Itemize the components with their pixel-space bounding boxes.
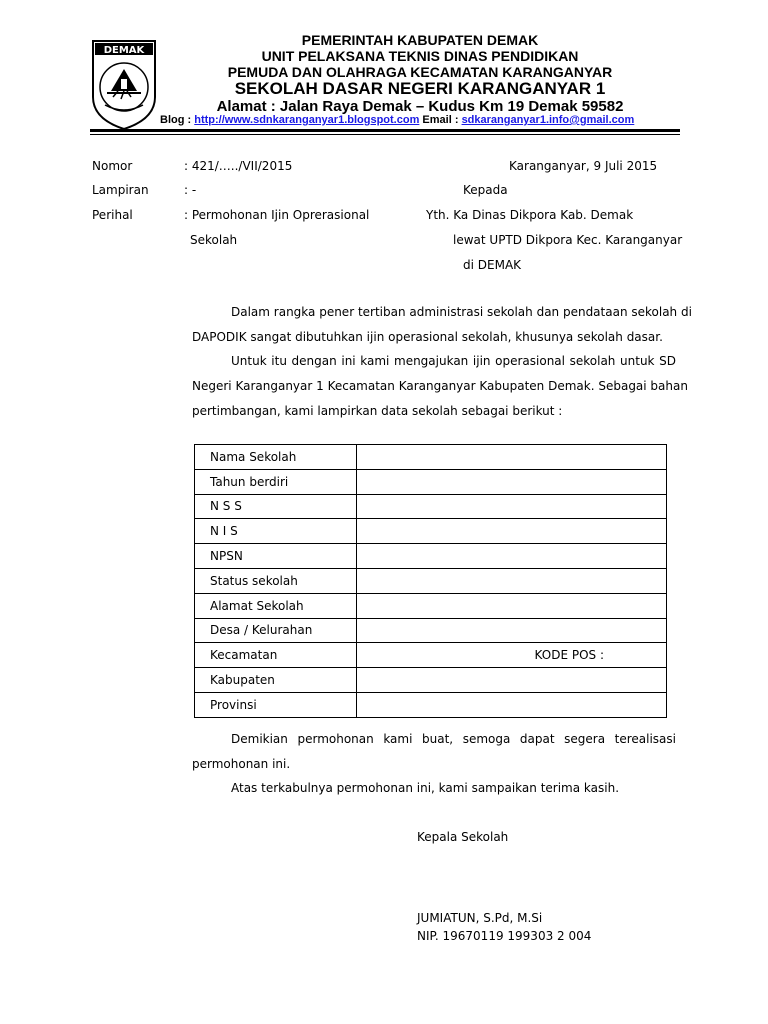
- table-row: [195, 568, 667, 593]
- row-value[interactable]: [356, 494, 666, 519]
- row-value[interactable]: [356, 544, 666, 569]
- paragraph-2-line-3: pertimbangan, kami lampirkan data sekolah sebagai berikut :: [192, 404, 563, 418]
- table-row: [195, 544, 667, 569]
- perihal-value: : Permohonan Ijin Oprerasional: [184, 208, 370, 222]
- signer-nip: NIP. 19670119 199303 2 004: [417, 929, 592, 943]
- row-value[interactable]: [356, 668, 666, 693]
- table-row: [195, 643, 667, 668]
- row-label: Provinsi: [195, 692, 357, 717]
- nomor-label: Nomor: [92, 159, 133, 173]
- contact-line: [160, 114, 634, 126]
- kode-pos-label: KODE POS :: [534, 648, 604, 663]
- table-row: [195, 469, 667, 494]
- row-label: Kecamatan: [195, 643, 357, 668]
- paragraph-2-line-2: Negeri Karanganyar 1 Kecamatan Karanganyar Kabupaten Demak. Sebagai bahan: [192, 379, 688, 393]
- row-label: Nama Sekolah: [195, 445, 357, 470]
- kepada-label: Kepada: [463, 183, 508, 197]
- signer-title: Kepala Sekolah: [417, 830, 509, 844]
- row-value[interactable]: [356, 519, 666, 544]
- blog-link[interactable]: http://www.sdnkaranganyar1.blogspot.com: [194, 114, 420, 126]
- row-label: Alamat Sekolah: [195, 593, 357, 618]
- table-row: [195, 692, 667, 717]
- paragraph-2-line-1: Untuk itu dengan ini kami mengajukan ijin operasional sekolah untuk SD: [231, 354, 676, 368]
- row-value[interactable]: [356, 469, 666, 494]
- row-label: Tahun berdiri: [195, 469, 357, 494]
- lampiran-value: : -: [184, 183, 197, 197]
- place-date: Karanganyar, 9 Juli 2015: [509, 159, 658, 173]
- row-label: Kabupaten: [195, 668, 357, 693]
- kop-upt: UNIT PELAKSANA TEKNIS DINAS PENDIDIKAN: [261, 48, 579, 64]
- school-name: SEKOLAH DASAR NEGERI KARANGANYAR 1: [234, 79, 606, 98]
- table-row: [195, 494, 667, 519]
- row-label: N S S: [195, 494, 357, 519]
- paragraph-4: Atas terkabulnya permohonan ini, kami sampaikan terima kasih.: [231, 781, 620, 795]
- email-label: Email :: [422, 114, 459, 126]
- table-row: [195, 593, 667, 618]
- recipient-line2: lewat UPTD Dikpora Kec. Karanganyar: [453, 233, 683, 247]
- school-address: Alamat : Jalan Raya Demak – Kudus Km 19 Demak 59582: [216, 98, 624, 115]
- table-row: [195, 445, 667, 470]
- row-value[interactable]: [356, 692, 666, 717]
- lampiran-label: Lampiran: [92, 183, 149, 197]
- perihal-value-cont: Sekolah: [190, 233, 238, 247]
- recipient-line1: Yth. Ka Dinas Dikpora Kab. Demak: [426, 208, 634, 222]
- table-row: [195, 668, 667, 693]
- row-value[interactable]: [356, 445, 666, 470]
- row-label: Desa / Kelurahan: [195, 618, 357, 643]
- row-value[interactable]: [356, 593, 666, 618]
- row-value[interactable]: [356, 643, 666, 668]
- logo-text: DEMAK: [103, 45, 145, 56]
- table-row: [195, 519, 667, 544]
- row-label: NPSN: [195, 544, 357, 569]
- letterhead-thin-rule: [90, 134, 680, 135]
- table-row: [195, 618, 667, 643]
- recipient-line3: di DEMAK: [463, 258, 522, 272]
- email-link[interactable]: sdkaranganyar1.info@gmail.com: [461, 114, 635, 126]
- perihal-label: Perihal: [92, 208, 133, 222]
- demak-logo: [91, 39, 157, 131]
- school-data-table: [194, 444, 667, 718]
- kop-kecamatan: PEMUDA DAN OLAHRAGA KECAMATAN KARANGANYAR: [227, 64, 613, 80]
- paragraph-3-line-2: permohonan ini.: [192, 757, 291, 771]
- nomor-value: : 421/…../VII/2015: [184, 159, 293, 173]
- paragraph-1-line-1: Dalam rangka pener tertiban administrasi sekolah dan pendataan sekolah di: [231, 305, 692, 319]
- row-value[interactable]: [356, 618, 666, 643]
- row-label: Status sekolah: [195, 568, 357, 593]
- paragraph-1-line-2: DAPODIK sangat dibutuhkan ijin operasional sekolah, khusunya sekolah dasar.: [192, 330, 663, 344]
- signer-name: JUMIATUN, S.Pd, M.Si: [417, 911, 543, 925]
- kop-pemerintah: PEMERINTAH KABUPATEN DEMAK: [301, 32, 539, 48]
- row-value[interactable]: [356, 568, 666, 593]
- paragraph-3-line-1: Demikian permohonan kami buat, semoga dapat segera terealisasi: [231, 732, 676, 746]
- letterhead-thick-rule: [90, 129, 680, 132]
- row-label: N I S: [195, 519, 357, 544]
- blog-label: Blog :: [160, 114, 192, 126]
